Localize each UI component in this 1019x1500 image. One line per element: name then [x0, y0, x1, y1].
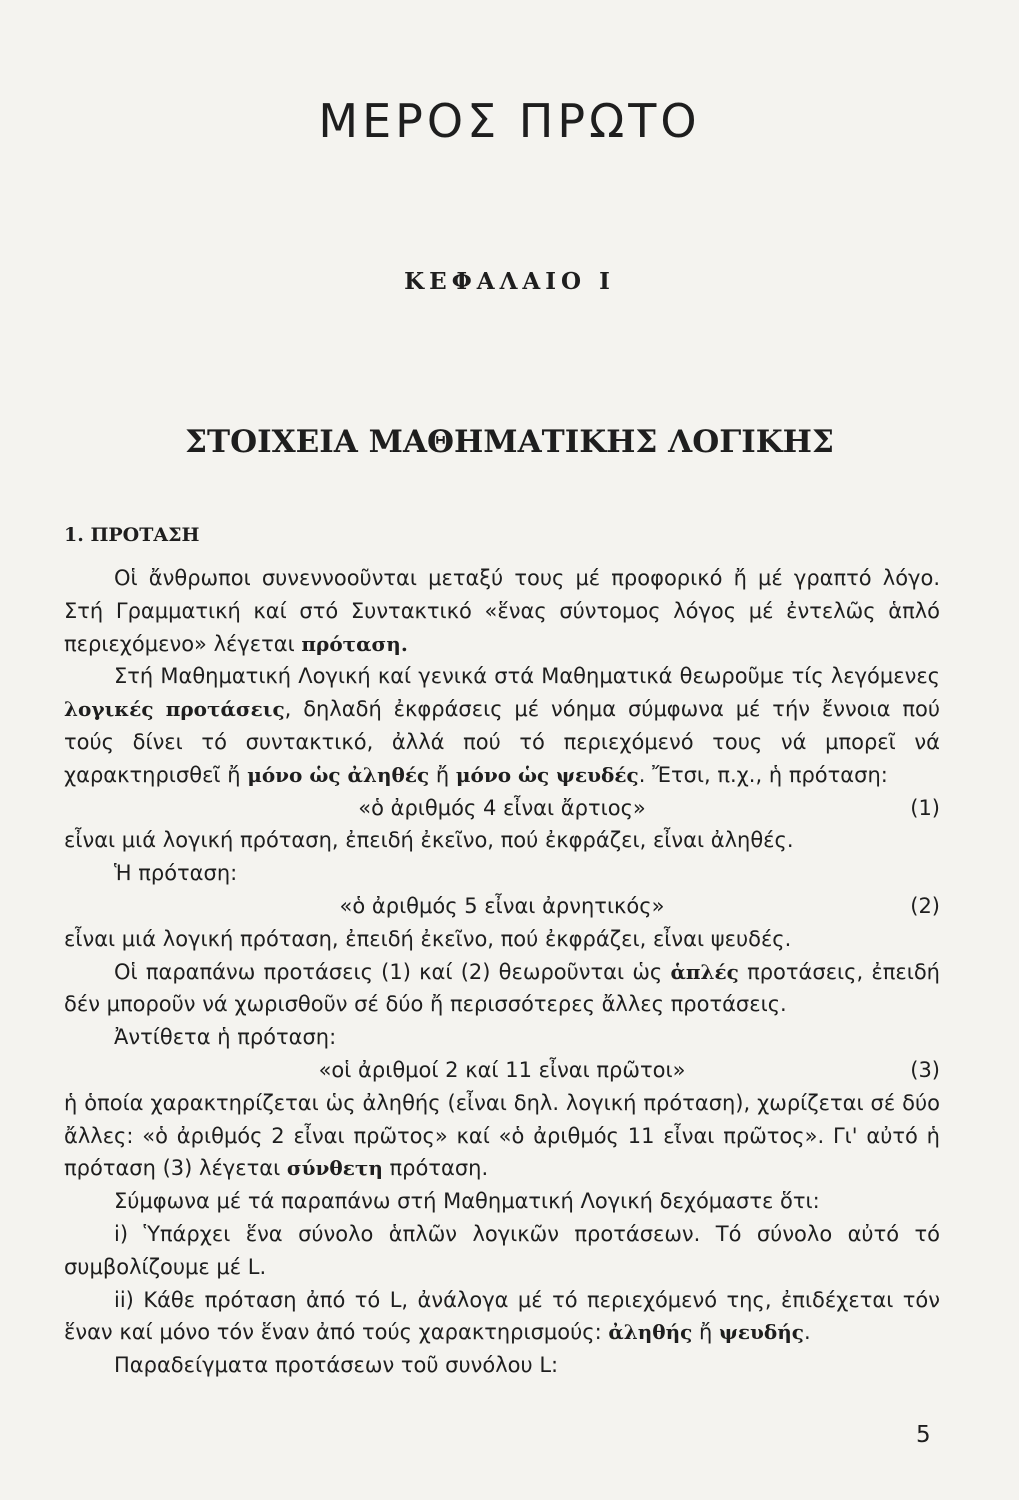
text-run: ii) Κάθε πρόταση ἀπό τό L, ἀνάλογα μέ τό περιεχόμενό της, ἐπιδέχεται τόν ἕναν καί μόνο τόν ἕναν ἀπό τούς χαρακτηρισμούς: — [64, 1287, 940, 1345]
paragraph-after-eq2: εἶναι μιά λογική πρόταση, ἐπειδή ἐκεῖνο, πού ἐκφράζει, εἶναι ψευδές. — [64, 926, 792, 951]
equation-2 — [64, 890, 940, 923]
equation-text: «ὁ ἀριθμός 5 εἶναι ἀρνητικός» — [339, 893, 665, 918]
paragraph-3: Ἡ πρόταση: — [114, 861, 238, 886]
body-text — [64, 562, 940, 1382]
term-aples: ἁπλές — [670, 959, 739, 984]
text-run: πρόταση. — [382, 1156, 489, 1181]
equation-text: «ὁ ἀριθμός 4 εἶναι ἄρτιος» — [358, 795, 646, 820]
text-run: ἤ — [429, 762, 456, 787]
term-alithis: ἀληθής — [608, 1320, 693, 1345]
term-pseudis: ψευδής — [719, 1320, 804, 1345]
chapter-title: ΣΤΟΙΧΕΙΑ ΜΑΘΗΜΑΤΙΚΗΣ ΛΟΓΙΚΗΣ — [185, 424, 834, 460]
section-heading: 1. ΠΡΟΤΑΣΗ — [64, 524, 200, 546]
text-run: . Ἔτσι, π.χ., ἡ πρόταση: — [638, 762, 888, 787]
text-run: ἡ ὁποία χαρακτηρίζεται ὡς ἀληθής (εἶναι δηλ. λογική πρόταση), χωρίζεται σέ δύο ἄλλες: «ὁ ἀριθμός 2 εἶναι πρῶτος» καί «ὁ ἀριθμός 11 εἶναι πρῶτος». Γι' αὐτό ἡ πρόταση (3) λέγεται — [64, 1090, 940, 1181]
term-mono-alithes: μόνο ὡς ἀληθές — [247, 762, 430, 787]
paragraph-9: Παραδείγματα προτάσεων τοῦ συνόλου L: — [114, 1353, 559, 1378]
text-run: Στή Μαθηματική Λογική καί γενικά στά Μαθηματικά θεωροῦμε τίς λεγόμενες — [114, 664, 940, 689]
text-run: προτάσεις, ἐπειδή δέν μποροῦν νά χωρισθοῦν σέ δύο ἤ περισσότερες ἄλλες προτάσεις. — [64, 959, 940, 1017]
paragraph-5: Ἀντίθετα ἡ πρόταση: — [114, 1025, 337, 1050]
paragraph-8 — [64, 1284, 940, 1350]
term-protasi: πρόταση. — [301, 631, 408, 656]
chapter-label: ΚΕΦΑΛΑΙΟ Ι — [404, 268, 615, 295]
paragraph-after-eq1: εἶναι μιά λογική πρόταση, ἐπειδή ἐκεῖνο, πού ἐκφράζει, εἶναι ἀληθές. — [64, 828, 794, 853]
paragraph-2 — [64, 660, 940, 791]
paragraph-6: Σύμφωνα μέ τά παραπάνω στή Μαθηματική Λογική δεχόμαστε ὅτι: — [114, 1189, 820, 1214]
equation-number: (2) — [910, 893, 940, 918]
page-number: 5 — [916, 1422, 931, 1448]
equation-number: (3) — [910, 1057, 940, 1082]
equation-3 — [64, 1054, 940, 1087]
term-syntheti: σύνθετη — [286, 1156, 383, 1181]
text-run: , δηλαδή ἐκφράσεις μέ νόημα σύμφωνα μέ τήν ἔννοια πού τούς δίνει τό συντακτικό, ἀλλά πού τό περιεχόμενό τους νά μπορεῖ νά χαρακτηρισθεῖ ἤ — [64, 697, 941, 787]
paragraph-4 — [64, 956, 940, 1022]
equation-1 — [64, 792, 940, 825]
part-title: ΜΕΡΟΣ ΠΡΩΤΟ — [318, 94, 701, 148]
text-run: Οἱ παραπάνω προτάσεις (1) καί (2) θεωροῦνται ὡς — [114, 959, 671, 984]
equation-number: (1) — [910, 795, 940, 820]
equation-text: «οἱ ἀριθμοί 2 καί 11 εἶναι πρῶτοι» — [318, 1057, 686, 1082]
text-run: . — [803, 1320, 811, 1345]
paragraph-after-eq3 — [64, 1087, 940, 1185]
text-run: Οἱ ἄνθρωποι συνεννοοῦνται μεταξύ τους μέ προφορικό ἤ μέ γραπτό λόγο. Στή Γραμματική καί στό Συντακτικό «ἕνας σύντομος λόγος μέ ἐντελῶς ἁπλό περιεχόμενο» λέγεται — [64, 566, 940, 656]
paragraph-7: i) Ὑπάρχει ἕνα σύνολο ἁπλῶν λογικῶν προτάσεων. Τό σύνολο αὐτό τό συμβολίζουμε μέ L. — [64, 1221, 940, 1279]
text-run: ἤ — [692, 1320, 720, 1345]
term-mono-pseudes: μόνο ὡς ψευδές — [455, 762, 639, 787]
term-logikes-protaseis: λογικές προτάσεις — [64, 697, 285, 722]
paragraph-1 — [64, 562, 940, 660]
